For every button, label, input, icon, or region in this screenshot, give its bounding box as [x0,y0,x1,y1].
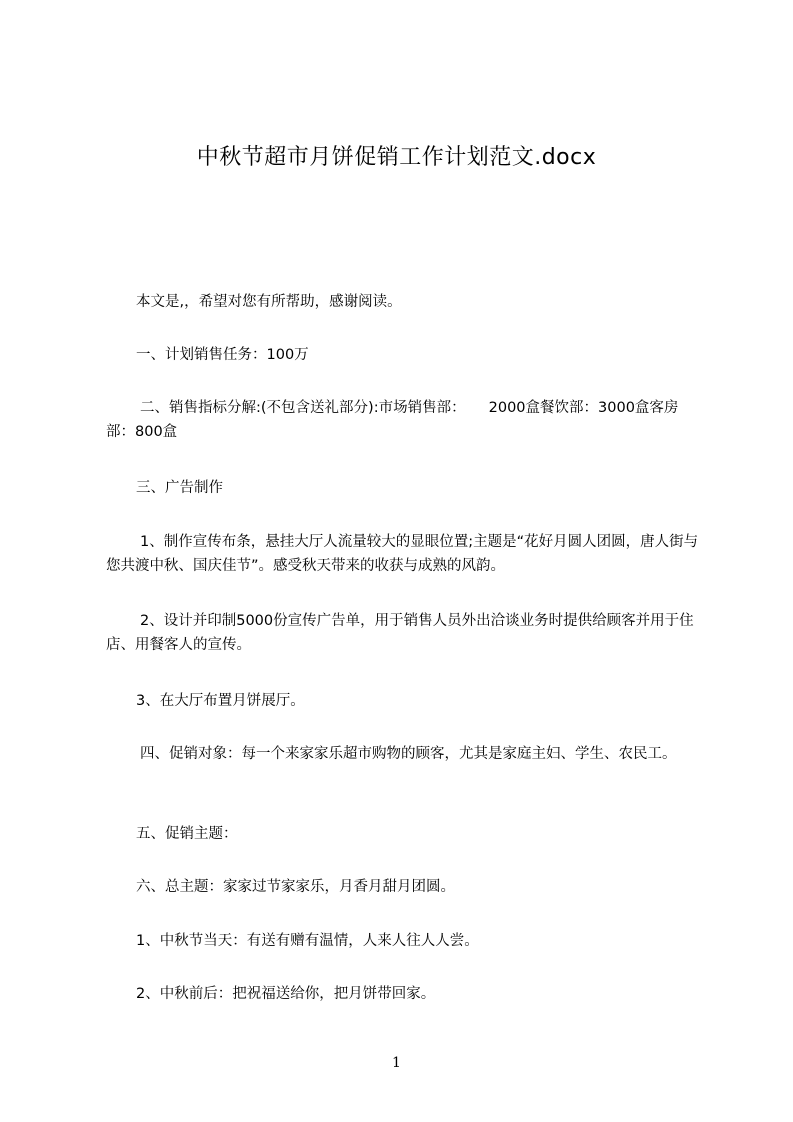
paragraph-target: 四、促销对象：每一个来家家乐超市购物的顾客，尤其是家庭主妇、学生、农民工。 [140,746,677,762]
document-title: 中秋节超市月饼促销工作计划范文.docx [196,145,597,170]
paragraph-main-theme: 六、总主题：家家过节家家乐，月香月甜月团圆。 [136,879,455,895]
paragraph-theme-heading: 五、促销主题： [136,826,238,842]
paragraph-festival-day: 1、中秋节当天：有送有赠有温情，人来人往人人尝。 [136,933,479,949]
paragraph-ad-flyers: 2、设计并印制5000份宣传广告单，用于销售人员外出洽谈业务时提供给顾客并用于住店、用餐客人的宣传。 [106,613,694,653]
paragraph-intro: 本文是,，希望对您有所帮助，感谢阅读。 [136,294,402,310]
paragraph-ad-banner: 1、制作宣传布条，悬挂大厅人流量较大的显眼位置;主题是“花好月圆人团圆，唐人街与您共渡中秋、国庆佳节”。感受秋天带来的收获与成熟的风韵。 [106,534,699,574]
paragraph-ad-heading: 三、广告制作 [136,480,223,496]
page-number: 1 [392,1055,401,1071]
paragraph-around-festival: 2、中秋前后：把祝福送给你，把月饼带回家。 [136,986,436,1002]
paragraph-ad-hall: 3、在大厅布置月饼展厅。 [136,693,305,709]
paragraph-sales-task: 一、计划销售任务：100万 [136,347,309,363]
paragraph-sales-breakdown: 二、销售指标分解:(不包含送礼部分):市场销售部： 2000盒餐饮部：3000盒客房部：800盒 [106,400,679,440]
